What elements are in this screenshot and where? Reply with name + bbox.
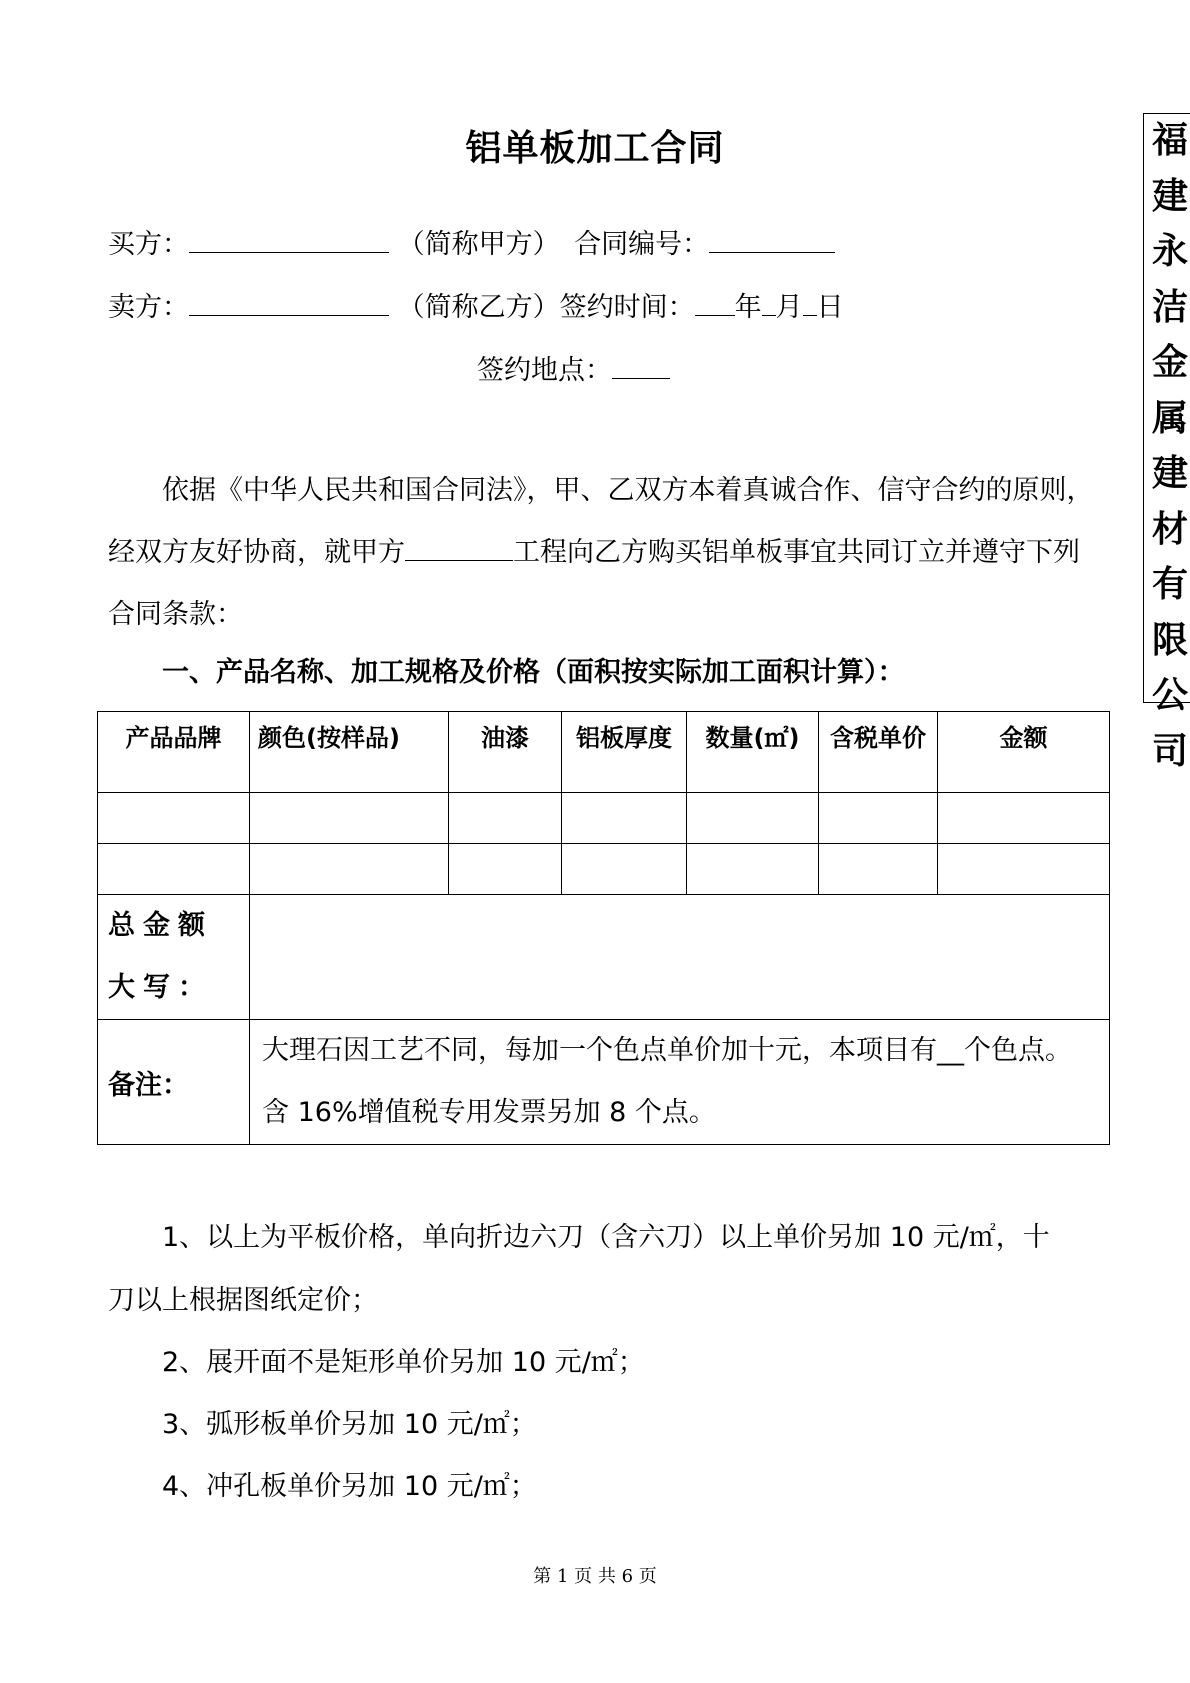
seal-char: 福	[1151, 120, 1188, 161]
table-cell[interactable]	[562, 793, 687, 844]
table-cell[interactable]	[819, 844, 938, 895]
buyer-blank[interactable]	[189, 228, 389, 253]
seal-char: 建	[1151, 453, 1188, 494]
table-cell[interactable]	[98, 844, 250, 895]
total-value-cell[interactable]	[250, 895, 1110, 1020]
header-color: 颜色(按样品)	[250, 712, 449, 793]
intro-part2: 工程向乙方购买铝单板事宜共同订立并遵守下列合同条款：	[108, 537, 1080, 630]
table-header-row	[98, 712, 1110, 793]
item-3: 3、弧形板单价另加 10 元/㎡；	[162, 1409, 537, 1440]
day-blank[interactable]	[803, 291, 817, 316]
document-title: 铝单板加工合同	[465, 128, 725, 169]
remark-label: 备注：	[98, 1020, 250, 1145]
seller-line	[108, 285, 844, 324]
table-row	[98, 793, 1110, 844]
table-cell[interactable]	[449, 844, 562, 895]
table-cell[interactable]	[687, 793, 819, 844]
sign-place-line	[477, 348, 670, 387]
contract-no-blank[interactable]	[709, 228, 835, 253]
section-1-heading: 一、产品名称、加工规格及价格（面积按实际加工面积计算）：	[162, 657, 905, 688]
item-1-line-1: 1、以上为平板价格，单向折边六刀（含六刀）以上单价另加 10 元/㎡，十	[162, 1222, 1050, 1253]
table-row	[98, 844, 1110, 895]
project-blank[interactable]	[405, 536, 513, 561]
header-unit-price: 含税单价	[819, 712, 938, 793]
table-cell[interactable]	[449, 793, 562, 844]
sign-place-label: 签约地点：	[477, 355, 612, 386]
item-2: 2、展开面不是矩形单价另加 10 元/㎡；	[162, 1347, 645, 1378]
remark-line-1: 大理石因工艺不同，每加一个色点单价加十元，本项目有__个色点。	[262, 1035, 1072, 1066]
product-table	[97, 711, 1110, 1145]
header-brand: 产品品牌	[98, 712, 250, 793]
seller-abbr: （简称乙方）	[397, 292, 560, 323]
table-cell[interactable]	[250, 844, 449, 895]
item-4: 4、冲孔板单价另加 10 元/㎡；	[162, 1471, 537, 1502]
sign-place-blank[interactable]	[612, 354, 670, 379]
remark-line-2: 含 16%增值税专用发票另加 8 个点。	[262, 1097, 716, 1128]
buyer-abbr: （简称甲方）	[397, 229, 560, 260]
header-paint: 油漆	[449, 712, 562, 793]
side-seal-text	[1150, 113, 1190, 779]
table-cell[interactable]	[687, 844, 819, 895]
seal-char: 属	[1151, 397, 1188, 439]
year-blank[interactable]	[695, 291, 735, 316]
table-cell[interactable]	[938, 844, 1110, 895]
seal-char: 金	[1151, 342, 1188, 383]
seal-char: 材	[1151, 508, 1188, 550]
item-1-line-2: 刀以上根据图纸定价；	[108, 1285, 378, 1316]
year-label: 年	[734, 292, 762, 323]
month-label: 月	[775, 292, 803, 323]
seal-char: 建	[1151, 175, 1188, 217]
table-cell[interactable]	[562, 844, 687, 895]
seller-label: 卖方：	[108, 292, 189, 323]
seal-char: 司	[1151, 730, 1188, 772]
total-label: 总金额大写：	[98, 895, 250, 1020]
remark-row	[98, 1020, 1110, 1145]
buyer-label: 买方：	[108, 229, 189, 260]
header-quantity: 数量(㎡)	[687, 712, 819, 793]
sign-time-label: 签约时间：	[559, 292, 695, 323]
header-amount: 金额	[938, 712, 1110, 793]
table-cell[interactable]	[938, 793, 1110, 844]
month-blank[interactable]	[762, 291, 776, 316]
intro-paragraph	[108, 460, 1098, 646]
total-row	[98, 895, 1110, 1020]
header-thickness: 铝板厚度	[562, 712, 687, 793]
table-cell[interactable]	[819, 793, 938, 844]
seller-blank[interactable]	[189, 291, 389, 316]
seal-char: 洁	[1151, 286, 1188, 328]
contract-no-label: 合同编号：	[574, 229, 710, 260]
remark-cell	[250, 1020, 1110, 1145]
seal-char: 公	[1151, 675, 1188, 716]
table-cell[interactable]	[250, 793, 449, 844]
intro-part1: 依据《中华人民共和国合同法》，甲、乙双方本着真诚合作、信守合约的原则，经双方友好协商，就甲方	[108, 475, 1094, 568]
day-label: 日	[816, 292, 844, 323]
seal-char: 限	[1151, 619, 1188, 661]
seal-char: 永	[1151, 231, 1188, 272]
buyer-line	[108, 222, 835, 261]
page-footer: 第 1 页 共 6 页	[533, 1566, 657, 1587]
seal-char: 有	[1151, 564, 1188, 605]
table-cell[interactable]	[98, 793, 250, 844]
